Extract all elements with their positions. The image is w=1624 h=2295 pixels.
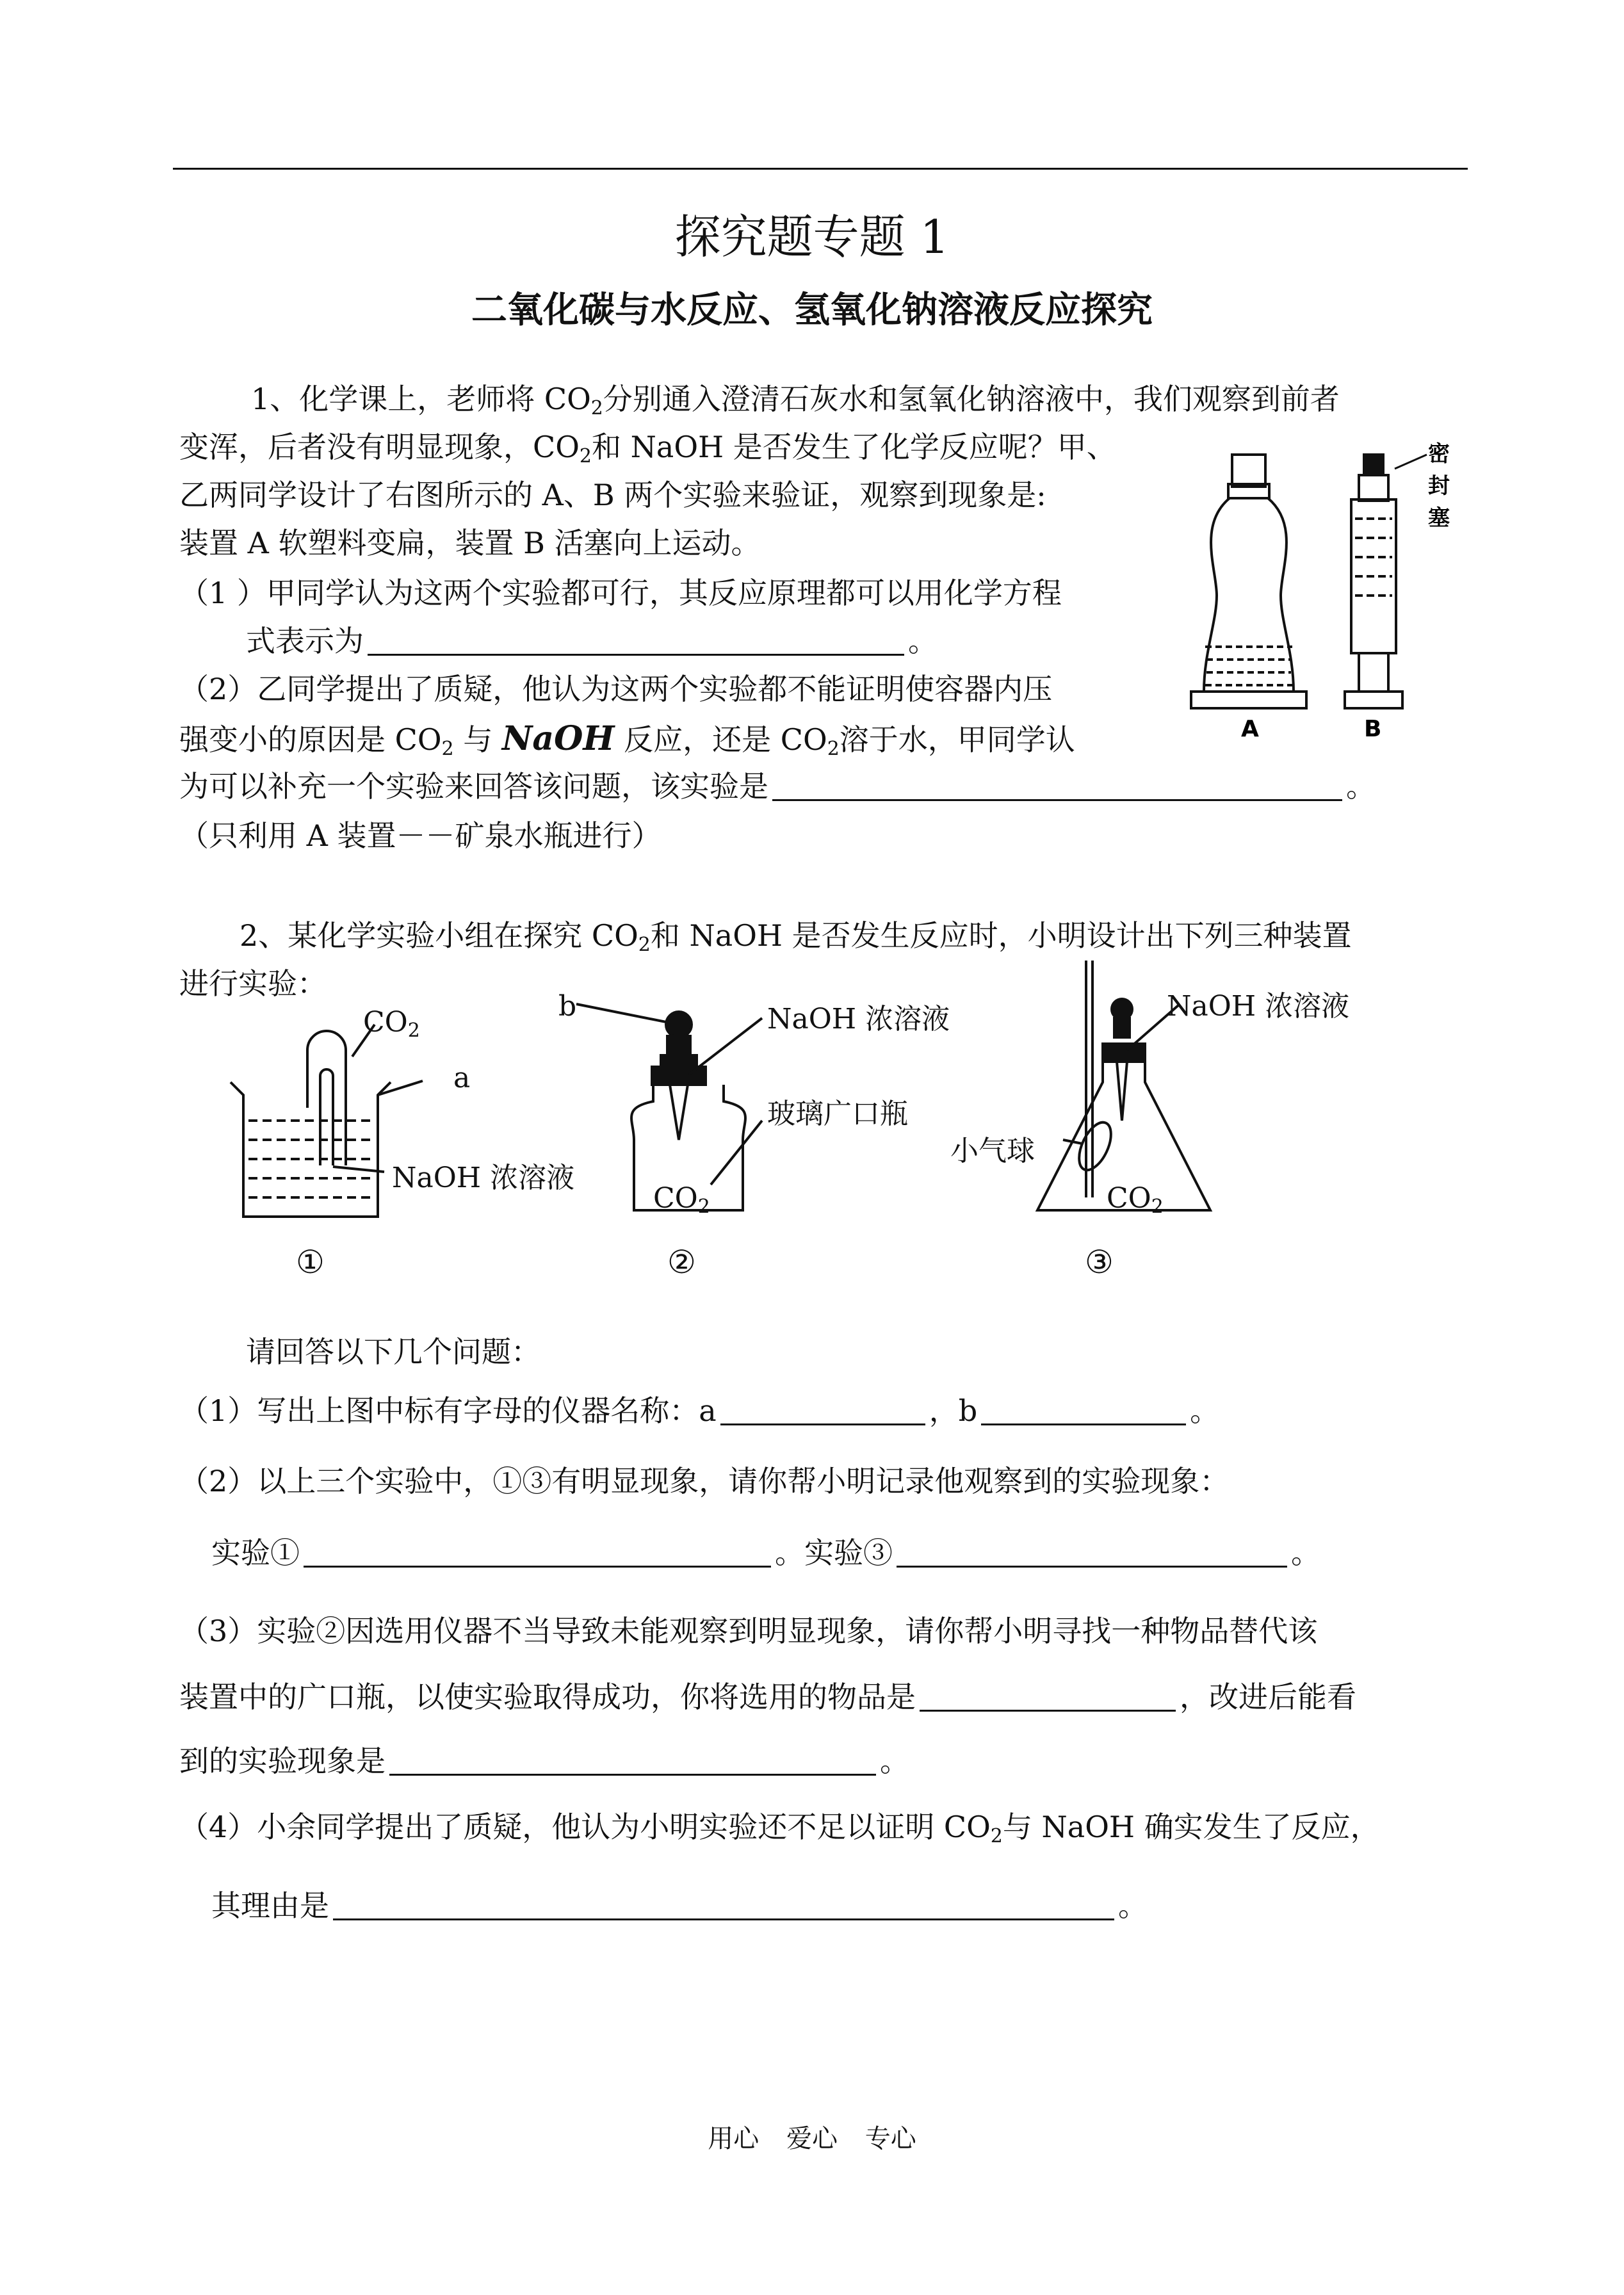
figure-bottle-syringe xyxy=(1191,435,1460,743)
q2-intro: 请回答以下几个问题： xyxy=(246,1334,540,1369)
fig2-number: ② xyxy=(667,1244,696,1281)
fig1-label-co2: $CO_2$ xyxy=(363,1006,420,1042)
q2-part4-line1: （4）小余同学提出了质疑，他认为小明实验还不足以证明 $CO_2$与 NaOH 确实发生了反应， xyxy=(179,1810,1380,1847)
fig1-number: ① xyxy=(296,1244,325,1281)
q1-part1-line1: （1 ）甲同学认为这两个实验都可行，其反应原理都可以用化学方程 xyxy=(179,576,1062,610)
q1-line1: 1、化学课上，老师将 $CO_2$分别通入澄清石灰水和氢氧化钠溶液中，我们观察到前者 xyxy=(251,382,1340,419)
q2-part3-line1: （3）实验②因选用仪器不当导致未能观察到明显现象，请你帮小明寻找一种物品替代该 xyxy=(179,1614,1318,1648)
q2-part1: （1）写出上图中标有字母的仪器名称：a ，b 。 xyxy=(179,1393,1220,1428)
q1-line2: 变浑，后者没有明显现象，$CO_2$和 NaOH 是否发生了化学反应呢？甲、 xyxy=(179,430,1116,467)
label-seal-3: 塞 xyxy=(1428,505,1450,531)
top-rule xyxy=(173,168,1468,170)
fig2-label-naoh: NaOH 浓溶液 xyxy=(767,1003,950,1035)
q2-part2: （2）以上三个实验中，①③有明显现象，请你帮小明记录他观察到的实验现象： xyxy=(179,1464,1230,1498)
fig2-label-b: b xyxy=(558,990,577,1023)
page-footer: 用心 爱心 专心 xyxy=(708,2124,916,2153)
answer-blank-b[interactable] xyxy=(981,1398,1186,1425)
q1-part2-note: （只利用 A 装置－－矿泉水瓶进行） xyxy=(179,818,662,853)
page-subtitle: 二氧化碳与水反应、氢氧化钠溶液反应探究 xyxy=(471,289,1153,331)
answer-blank-equation[interactable] xyxy=(368,628,904,656)
fig3-label-balloon: 小气球 xyxy=(950,1135,1035,1167)
answer-blank-reason[interactable] xyxy=(333,1893,1114,1920)
fig1-label-a: a xyxy=(453,1062,471,1094)
fig3-label-naoh: NaOH 浓溶液 xyxy=(1167,990,1350,1023)
label-seal-1: 密 xyxy=(1428,441,1450,467)
q1-part2-line2: 强变小的原因是 $CO_2$ 与 NaOH 反应，还是 $CO_2$溶于水，甲同学认 xyxy=(179,719,1075,760)
fig2-label-co2: $CO_2$ xyxy=(653,1182,710,1218)
q1-part1-line2: 式表示为 。 xyxy=(246,624,938,658)
answer-blank-phenomenon[interactable] xyxy=(389,1748,876,1776)
page-title: 探究题专题 1 xyxy=(674,210,950,264)
q1-line4: 装置 A 软塑料变扁，装置 B 活塞向上运动。 xyxy=(179,526,761,560)
bottle-a-diagram xyxy=(1191,455,1306,708)
syringe-b-diagram xyxy=(1345,455,1402,708)
q2-part3-line2: 装置中的广口瓶，以使实验取得成功，你将选用的物品是 ，改进后能看 xyxy=(179,1680,1356,1714)
q2-line1: 2、某化学实验小组在探究 $CO_2$和 NaOH 是否发生反应时，小明设计出下列三种装置 xyxy=(240,918,1352,956)
label-a: A xyxy=(1241,716,1259,742)
q2-part2-answers: 实验① 。实验③ 。 xyxy=(211,1536,1320,1570)
answer-blank-experiment[interactable] xyxy=(772,774,1342,801)
fig3-number: ③ xyxy=(1085,1244,1114,1281)
q2-part3-line3: 到的实验现象是 。 xyxy=(179,1744,909,1778)
answer-blank-exp1[interactable] xyxy=(304,1540,771,1568)
q1-line3: 乙两同学设计了右图所示的 A、B 两个实验来验证，观察到现象是: xyxy=(179,478,1046,512)
answer-blank-exp3[interactable] xyxy=(897,1540,1287,1568)
fig1-label-naoh: NaOH 浓溶液 xyxy=(392,1162,575,1194)
fig3-label-co2: $CO_2$ xyxy=(1107,1182,1164,1218)
answer-blank-item[interactable] xyxy=(920,1684,1176,1712)
q1-part2-line3: 为可以补充一个实验来回答该问题，该实验是 。 xyxy=(179,769,1376,804)
q2-line2: 进行实验： xyxy=(179,966,327,1001)
answer-blank-a[interactable] xyxy=(720,1398,925,1425)
q1-part2-line1: （2）乙同学提出了质疑，他认为这两个实验都不能证明使容器内压 xyxy=(179,672,1053,706)
label-seal-2: 封 xyxy=(1428,473,1450,499)
fig2-label-bottle: 玻璃广口瓶 xyxy=(767,1098,908,1130)
label-b: B xyxy=(1364,716,1382,742)
q2-part4-line2: 其理由是 。 xyxy=(211,1888,1148,1923)
